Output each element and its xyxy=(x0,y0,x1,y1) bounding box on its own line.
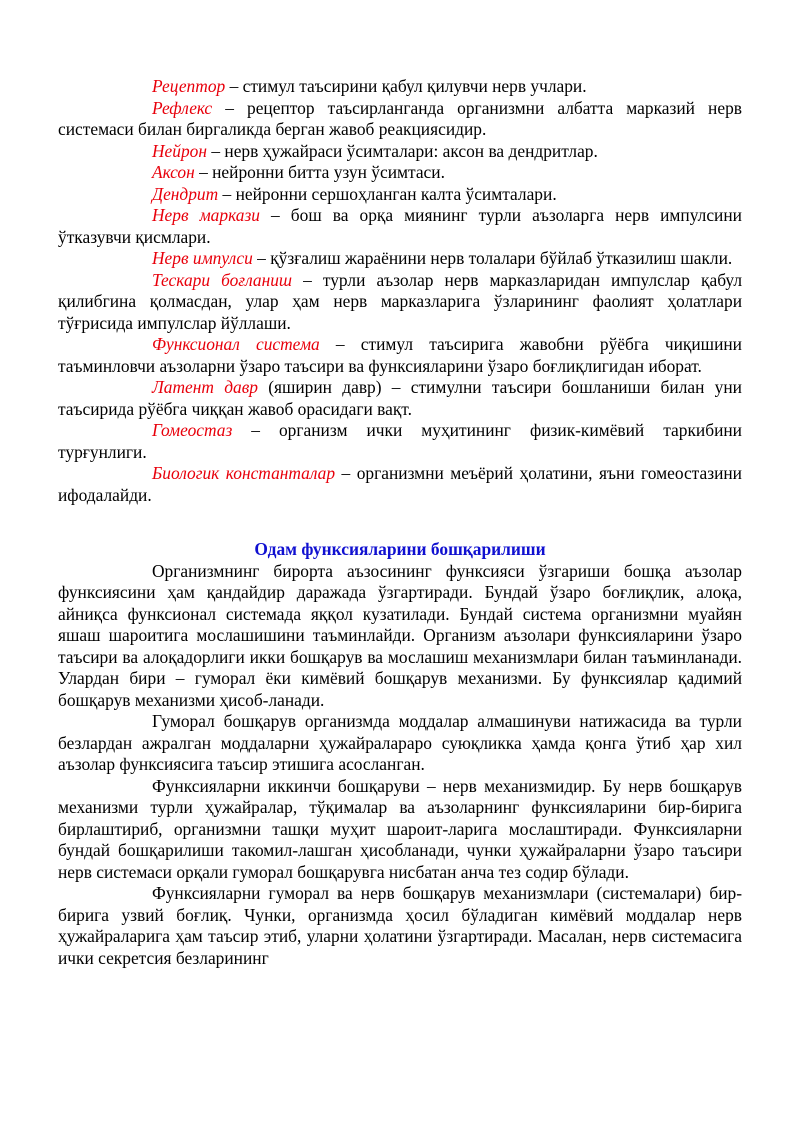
definition-nerve-center xyxy=(58,205,742,248)
definition-dendrite xyxy=(58,184,742,206)
section-paragraph: Организмнинг бирорта аъзосининг функсияси ўзгариши бошқа аъзолар функсиясини ҳам қандайдир даражада ўзгартиради. Бундай ўзаро боғлиқлик, алоқа, айниқса функсионал системада яққол кузатилади. Бундай система организмни муайян яшаш шароитига мослашишини таъминлайди. Организм аъзолари функсияларини ўзаро таъсири ва алоқадорлиги икки бошқарув ва мослашиш механизмлари билан таъминланади. Улардан бири – гуморал ёки кимёвий бошқарув механизми. Бу функсиялар қадимий бошқарув механизми ҳисоб-ланади. xyxy=(58,560,742,710)
definition-reflex xyxy=(58,98,742,141)
definition-term: Тескари боғланиш xyxy=(152,269,293,290)
definition-text: – рецептор таъсирланганда организмни албатта марказий нерв системаси билан биргаликда берган жавоб реакциясидир. xyxy=(58,97,742,139)
definition-term: Функсионал система xyxy=(152,334,320,354)
section-heading: Одам функсияларини бошқарилиши xyxy=(254,539,546,559)
definition-term: Дендрит xyxy=(152,183,219,204)
section-paragraph: Гуморал бошқарув организмда моддалар алмашинуви натижасида ва турли безлардан ажралган моддаларни ҳужайралараро суюқликка ҳамда қонга ўтиб ҳар хил аъзолар функсиясига таъсир этишига асосланган. xyxy=(58,711,742,774)
definitions-list xyxy=(58,76,742,506)
definition-term: Биологик константалар xyxy=(152,463,336,483)
definition-text: – организм ички муҳитининг физик-кимёвий таркибини турғунлиги. xyxy=(58,420,742,462)
definition-term: Нерв импулси xyxy=(152,248,253,268)
definition-functional-system xyxy=(58,334,742,377)
definition-biological-constants xyxy=(58,463,742,506)
definition-axon xyxy=(58,162,742,184)
definition-term: Латент давр xyxy=(152,377,258,397)
definition-text: – нерв ҳужайраси ўсимталари: аксон ва дендритлар. xyxy=(207,140,598,161)
definition-term: Аксон xyxy=(152,162,195,182)
definition-latent-period xyxy=(58,377,742,420)
definition-text: – стимул таъсирини қабул қилувчи нерв учлари. xyxy=(225,76,587,96)
section-body xyxy=(58,561,742,970)
definition-text: – қўзғалиш жараёнини нерв толалари бўйлаб ўтказилиш шакли. xyxy=(252,248,733,268)
definition-receptor xyxy=(58,76,742,98)
definition-nerve-impulse xyxy=(58,248,742,270)
definition-term: Рецептор xyxy=(152,76,226,96)
section-paragraph: Функсияларни иккинчи бошқаруви – нерв механизмидир. Бу нерв бошқарув механизми турли ҳужайралар, тўқималар ва аъзоларнинг функсияларини бир-бирига бирлаштириб, организмни ташқи муҳит шароит-ларига мослаштиради. Функсияларни бундай бошқарилиши такомил-лашган ҳисобланади, чунки ҳужайраларни ўзаро таъсири нерв системаси орқали гуморал бошқарувга нисбатан анча тез содир бўлади. xyxy=(58,775,742,882)
definition-term: Нерв маркази xyxy=(152,205,260,225)
definition-feedback xyxy=(58,270,742,335)
definition-text: (яширин давр) – стимулни таъсири бошланиши билан уни таъсирида рўёбга чиққан жавоб орасидаги вақт. xyxy=(58,377,742,419)
definition-term: Рефлекс xyxy=(152,97,213,118)
definition-text: – организмни меъёрий ҳолатини, яъни гомеостазини ифодалайди. xyxy=(58,463,742,505)
section-paragraph: Функсияларни гуморал ва нерв бошқарув механизмлари (системалари) бир-бирига узвий боғлиқ. Чунки, организмда ҳосил бўладиган кимёвий моддалар нерв ҳужайраларига ҳам таъсир этиб, уларни ҳолатини ўзгартиради. Масалан, нерв системасига ички секретсия безларининг xyxy=(58,883,742,968)
definition-text: – нейронни битта узун ўсимтаси. xyxy=(194,162,445,182)
definition-text: – бош ва орқа миянинг турли аъзоларга нерв импулсини ўтказувчи қисмлари. xyxy=(58,205,742,247)
definition-neuron xyxy=(58,141,742,163)
definition-homeostasis xyxy=(58,420,742,463)
definition-text: – турли аъзолар нерв марказларидан импулслар қабул қилибгина қолмасдан, улар ҳам нерв марказларига ўзларининг фаолият ҳолатлари тўғрисида импулслар йўллаши. xyxy=(58,269,743,333)
definition-text: – нейронни сершоҳланган калта ўсимталари. xyxy=(218,183,557,204)
definition-term: Нейрон xyxy=(152,140,207,161)
definition-text: – стимул таъсирига жавобни рўёбга чиқишини таъминловчи аъзоларни ўзаро таъсири ва функсияларини ўзаро боғлиқлигидан иборат. xyxy=(58,334,742,376)
definition-term: Гомеостаз xyxy=(152,420,233,440)
